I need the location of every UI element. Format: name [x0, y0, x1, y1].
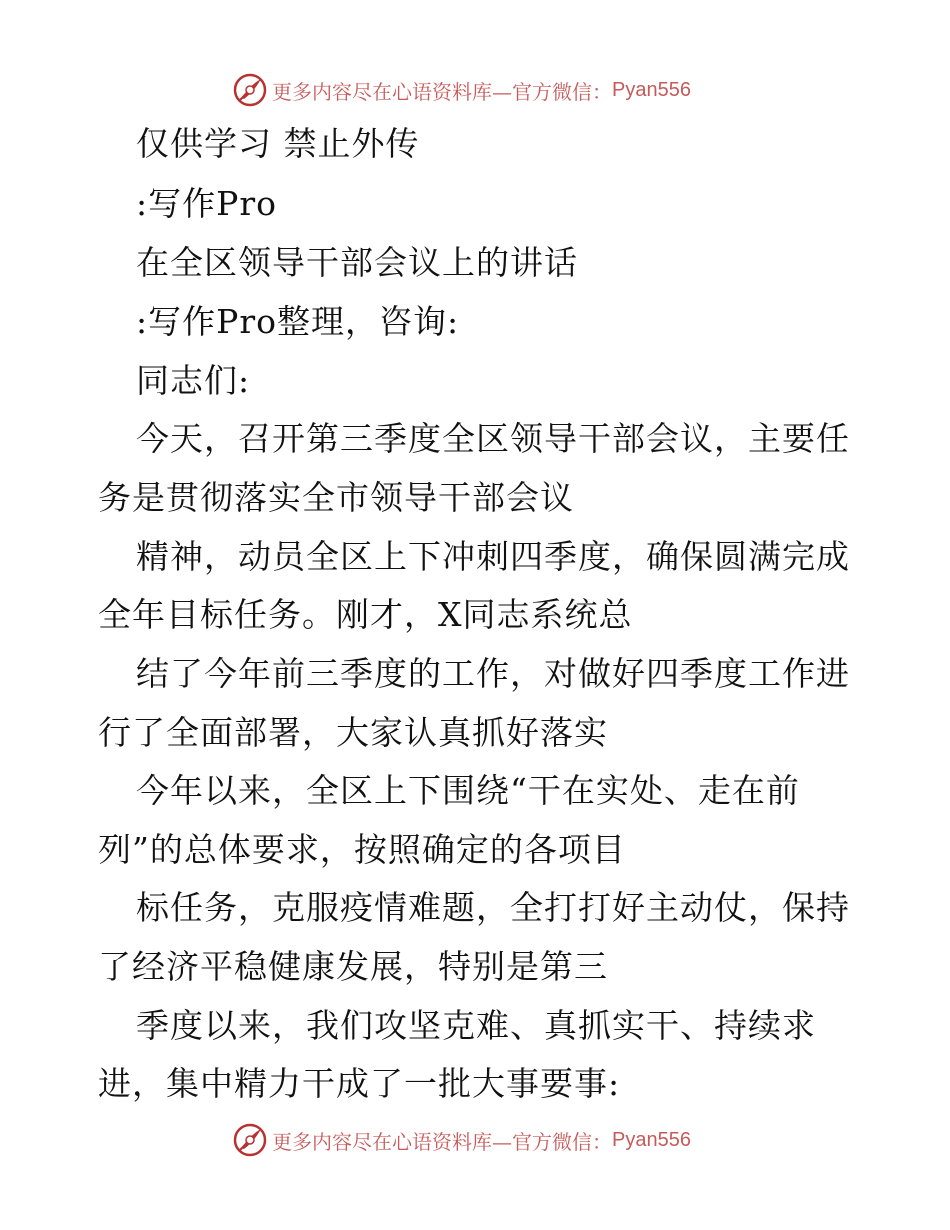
text-line: 精神，动员全区上下冲刺四季度，确保圆满完成	[136, 537, 850, 576]
text-line: 同志们:	[136, 361, 251, 400]
text-line: 今年以来，全区上下围绕“干在实处、走在前	[136, 771, 800, 810]
text-line: 行了全面部署，大家认真抓好落实	[98, 713, 608, 752]
header-watermark	[232, 72, 691, 108]
text-line: 进，集中精力干成了一批大事要事:	[98, 1064, 621, 1103]
text-line: 结了今年前三季度的工作，对做好四季度工作进	[136, 654, 850, 693]
text-line: 列”的总体要求，按照确定的各项目	[98, 830, 626, 869]
watermark-text: 更多内容尽在心语资料库—官方微信：	[272, 1129, 612, 1154]
text-line: 在全区领导干部会议上的讲话	[136, 243, 578, 282]
watermark-handle: Pyan556	[612, 1128, 691, 1151]
footer-watermark	[232, 1122, 691, 1158]
text-line: :写作Pro	[136, 184, 277, 223]
text-line: :写作Pro整理，咨询:	[136, 302, 460, 341]
text-line: 了经济平稳健康发展，特别是第三	[98, 947, 608, 986]
text-line: 标任务，克服疫情难题，全打打好主动仗，保持	[136, 888, 850, 927]
watermark-text: 更多内容尽在心语资料库—官方微信：	[272, 79, 612, 104]
quill-logo-icon	[232, 72, 268, 108]
watermark-handle: Pyan556	[612, 78, 691, 101]
text-line: 仅供学习 禁止外传	[136, 124, 420, 163]
text-line: 今天，召开第三季度全区领导干部会议，主要任	[136, 419, 850, 458]
quill-logo-icon	[232, 1122, 268, 1158]
text-line: 务是贯彻落实全市领导干部会议	[98, 478, 574, 517]
text-line: 全年目标任务。刚才，X同志系统总	[98, 595, 633, 634]
text-line: 季度以来，我们攻坚克难、真抓实干、持续求	[136, 1006, 816, 1045]
